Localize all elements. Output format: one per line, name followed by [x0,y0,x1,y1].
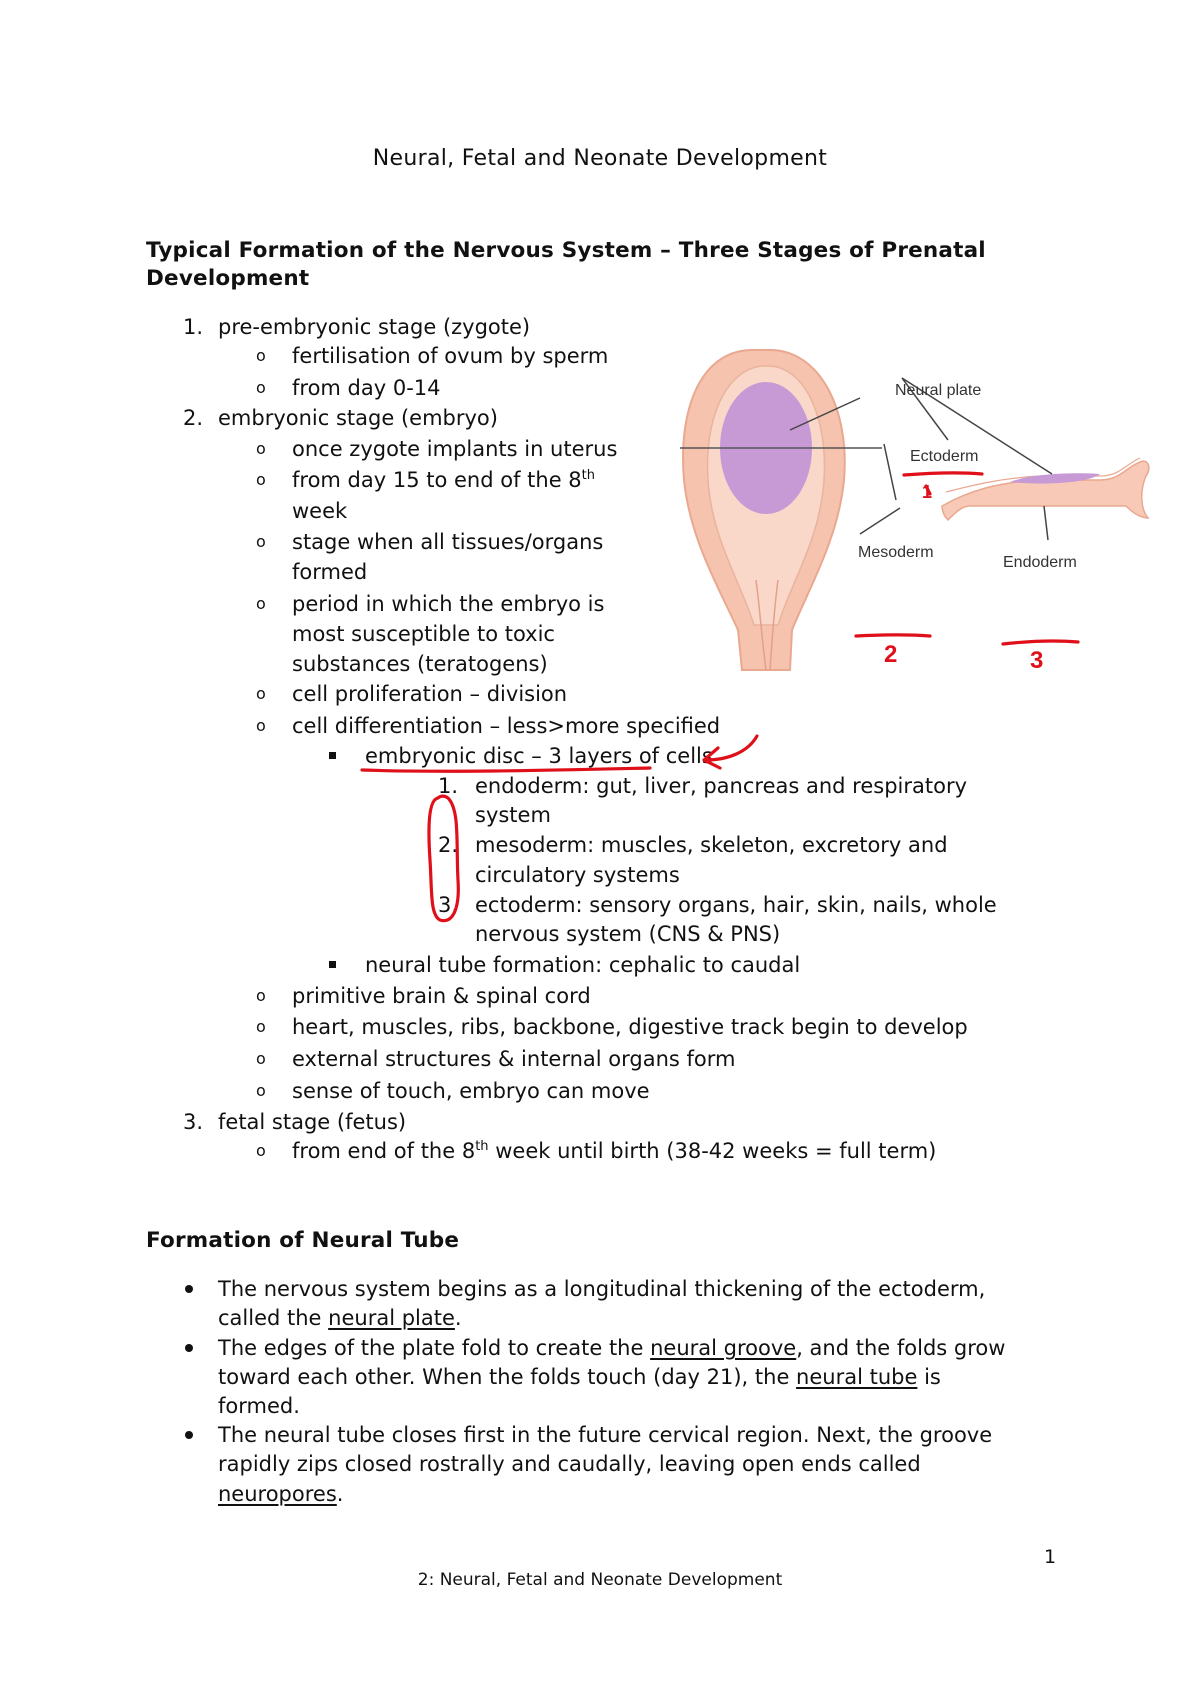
text-run: is [917,1365,941,1389]
layer-text: mesoderm: muscles, skeleton, excretory and [475,833,948,857]
circle-layer-numbers [429,796,458,921]
bullet-marker: o [256,1049,266,1068]
underline-mark-two [856,635,930,636]
bullet-marker: o [256,1017,266,1036]
list-item-cont: substances (teratogens) [292,652,548,676]
list-item-text: from day 15 to end of the 8 [292,468,582,492]
layer-text: ectoderm: sensory organs, hair, skin, nails, whole [475,893,997,917]
text-run: , and the folds grow [796,1336,1006,1360]
paragraph-line: The neural tube closes first in the future cervical region. Next, the groove [218,1423,993,1447]
underlined-term: neural groove [650,1336,797,1360]
text-run: The edges of the plate fold to create the [218,1336,651,1360]
bullet-marker: o [256,716,266,735]
underline-mark-three [1003,641,1078,644]
section-heading-neural-tube: Formation of Neural Tube [146,1228,460,1253]
text-run: . [336,1482,344,1506]
bullet-marker: o [256,378,266,397]
layer-number: 2. [438,833,459,857]
bullet-marker: o [256,1141,266,1160]
underline-embryonic-disc [362,768,650,771]
bullet-marker: o [256,594,266,613]
list-item-cont: formed [292,560,368,584]
bullet-marker: o [256,684,266,703]
list-item-text: from end of the 8 [292,1139,476,1163]
list-item: from day 0-14 [292,376,441,400]
layer-number: 1. [438,774,459,798]
mark-three: 3 [1030,647,1044,674]
text-run: toward each other. When the folds touch (day 21), the [218,1365,797,1389]
underline-ectoderm-label [904,473,982,475]
mark-one-text: 1 [922,482,933,502]
list-item-cont: most susceptible to toxic [292,622,555,646]
section-heading-stages: Typical Formation of the Nervous System – Three Stages of Prenatal [146,238,986,263]
list-item: neural tube formation: cephalic to caudal [365,953,801,977]
stage-label: fetal stage (fetus) [218,1110,407,1134]
page-footer: 2: Neural, Fetal and Neonate Development [417,1570,783,1590]
bullet-marker: o [256,1081,266,1100]
layer-text-cont: nervous system (CNS & PNS) [475,922,781,946]
superscript: th [581,468,595,483]
superscript: th [475,1139,489,1154]
list-item: stage when all tissues/organs [292,530,604,554]
bullet-marker: o [256,439,266,458]
list-item-cont: week [292,499,348,523]
layer-text: endoderm: gut, liver, pancreas and respiratory [475,774,968,798]
document-title: Neural, Fetal and Neonate Development [372,146,828,171]
label-mesoderm: Mesoderm [858,544,934,561]
list-item: sense of touch, embryo can move [292,1079,650,1103]
list-item: fertilisation of ovum by sperm [292,344,609,368]
list-item: heart, muscles, ribs, backbone, digestive track begin to develop [292,1015,968,1039]
text-run: . [454,1306,462,1330]
label-endoderm: Endoderm [1003,554,1077,571]
bullet-marker: o [256,532,266,551]
list-item: external structures & internal organs form [292,1047,736,1071]
list-item: once zygote implants in uterus [292,437,618,461]
paragraph-line: formed. [218,1394,300,1418]
stage-number: 1. [183,315,204,339]
underlined-term: neural plate [328,1306,455,1330]
list-item: period in which the embryo is [292,592,605,616]
stage-number: 3. [183,1110,204,1134]
underlined-term: neural tube [796,1365,918,1389]
layer-text-cont: system [475,803,551,827]
list-item: cell proliferation – division [292,682,568,706]
arrow-shaft [706,736,757,760]
label-ectoderm: Ectoderm [910,448,979,465]
bullet-marker: o [256,986,266,1005]
section-heading-stages-cont: Development [146,266,310,291]
layer-text-cont: circulatory systems [475,863,680,887]
stage-label: embryonic stage (embryo) [218,406,498,430]
label-neural-plate: Neural plate [895,382,982,399]
embryonic-disc-item: embryonic disc – 3 layers of cells [365,744,713,768]
mark-two: 2 [884,641,898,668]
paragraph-line: rapidly zips closed rostrally and caudally, leaving open ends called [218,1452,921,1476]
bullet-marker: o [256,470,266,489]
text-run: called the [218,1306,329,1330]
stage-number: 2. [183,406,204,430]
stage-label: pre-embryonic stage (zygote) [218,315,531,339]
list-item-text: week until birth (38-42 weeks = full term) [488,1139,937,1163]
bullet-marker: o [256,346,266,365]
paragraph-line: The nervous system begins as a longitudinal thickening of the ectoderm, [218,1277,986,1301]
list-item: cell differentiation – less>more specified [292,714,721,738]
underlined-term: neuropores [218,1482,337,1506]
page-number: 1 [1044,1546,1057,1568]
layer-number: 3. [438,893,459,917]
list-item: primitive brain & spinal cord [292,984,591,1008]
